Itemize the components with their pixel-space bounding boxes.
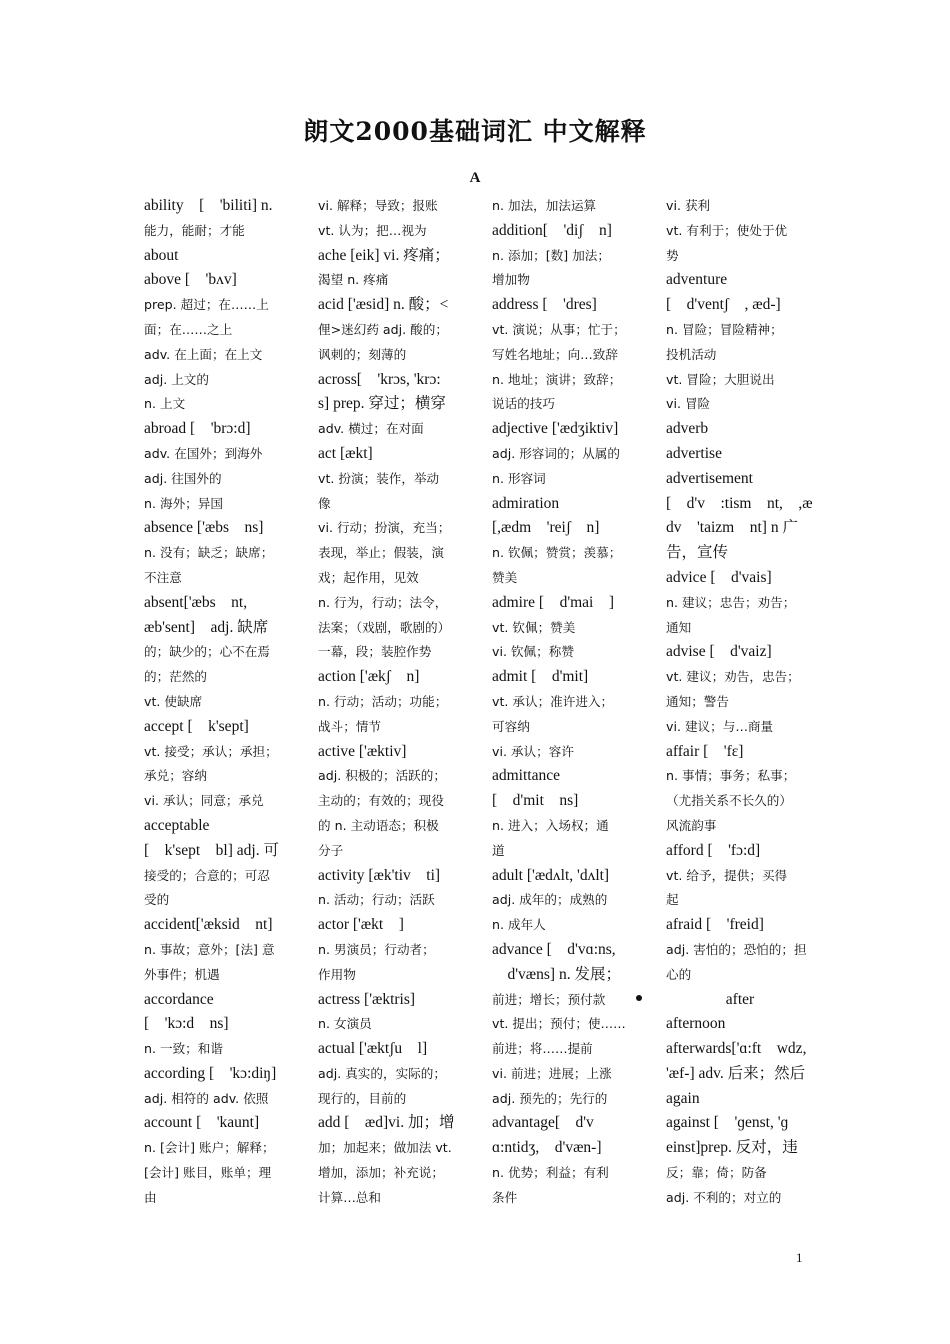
entry-line: 能力，能耐；才能 (144, 222, 245, 238)
entry-line: action ['ækʃ n] (318, 668, 420, 686)
entry-line: n. 活动；行动；活跃 (318, 892, 435, 908)
entry-line: adj. 真实的，实际的； (318, 1065, 446, 1081)
entry-line: prep. 超过；在……上 (144, 297, 269, 313)
entry-line: vt. 认为；把…视为 (318, 222, 427, 238)
entry-line: active ['æktiv] (318, 742, 407, 760)
entry-line: einst]prep. 反对，违 (666, 1139, 798, 1157)
entry-line: affair [ 'fɛ] (666, 742, 744, 760)
entry-line: 心的 (666, 966, 692, 982)
entry-line: [,ædm 'reiʃ n] (492, 519, 600, 537)
entry-line: advertise (666, 444, 722, 462)
entry-line: 赞美 (492, 569, 518, 585)
entry-line: against [ 'ɡenst, 'ɡ (666, 1114, 789, 1132)
entry-line: vt. 使缺席 (144, 693, 203, 709)
entry-line: 法案；（戏剧，歌剧的） (318, 619, 451, 635)
entry-line: adj. 不利的；对立的 (666, 1189, 782, 1205)
entry-line: 受的 (144, 892, 170, 908)
entry-line: adj. 成年的；成熟的 (492, 892, 608, 908)
entry-line: vt. 冒险；大胆说出 (666, 371, 775, 387)
entry-line: vi. 承认；容许 (492, 743, 574, 759)
entry-line: 分子 (318, 842, 344, 858)
entry-line: 一幕，段；装腔作势 (318, 644, 432, 660)
entry-line: 讽刺的；刻薄的 (318, 346, 407, 362)
entry-line: 渴望 n. 疼痛 (318, 272, 389, 288)
entry-line: n. 事情；事务；私事； (666, 768, 796, 784)
entry-line: adjective ['ædʒiktiv] (492, 420, 619, 438)
entry-line: 像 (318, 495, 331, 511)
entry-line: afford [ 'fɔ:d] (666, 841, 761, 859)
entry-line: 计算…总和 (318, 1189, 381, 1205)
entry-line: ache [eik] vi. 疼痛； (318, 246, 450, 264)
entry-line: across[ 'krɔs, 'krɔ: (318, 370, 441, 388)
entry-line: adverb (666, 420, 709, 438)
entry-line: adj. 往国外的 (144, 470, 222, 486)
entry-line: vi. 钦佩；称赞 (492, 644, 574, 660)
entry-line: dv 'taizm nt] n 广 (666, 519, 798, 537)
entry-line: admiration (492, 494, 560, 512)
entry-line: [ 'kɔ:d ns] (144, 1015, 229, 1033)
entry-line: n. 加法，加法运算 (492, 198, 597, 213)
entry-line: 戏；起作用，见效 (318, 569, 419, 585)
entry-line: 势 (666, 247, 679, 263)
entry-line: afterwards['ɑ:ft wdz, (666, 1040, 807, 1058)
entry-line: vt. 建议；劝告，忠告； (666, 669, 800, 685)
entry-line: 的；缺少的；心不在焉 (144, 644, 270, 660)
entry-line: 不注意 (144, 569, 182, 585)
entry-line: 主动的；有效的；现役 (318, 793, 444, 809)
vocab-column-3 (492, 194, 640, 1211)
vocab-column-4 (666, 194, 814, 1211)
entry-line: according [ 'kɔ:diŋ] (144, 1064, 277, 1082)
entry-line: n. 没有；缺乏；缺席； (144, 545, 274, 561)
entry-line: 现行的，目前的 (318, 1090, 407, 1106)
entry-line: adult ['ædʌlt, 'dʌlt] (492, 866, 610, 884)
entry-line: n. 行动；活动；功能； (318, 693, 448, 709)
entry-line: 告，宣传 (666, 544, 729, 562)
title-suffix: 基础词汇 中文解释 (428, 117, 647, 146)
entry-line: n. 优势；利益；有利 (492, 1165, 609, 1181)
entry-line: 反；靠；倚；防备 (666, 1165, 767, 1181)
title-number: 2000 (355, 117, 429, 146)
entry-line: 写姓名地址；向…致辞 (492, 346, 618, 362)
entry-line: n. 钦佩；赞赏；羡慕； (492, 545, 622, 561)
entry-line: actress ['æktris] (318, 990, 416, 1008)
entry-line: [ k'sept bl] adj. 可 (144, 841, 279, 859)
entry-line: 条件 (492, 1189, 518, 1205)
page-title (0, 112, 950, 148)
entry-line: 可容纳 (492, 718, 530, 734)
entry-line: vi. 冒险 (666, 396, 711, 412)
entry-line: [ d'ventʃ , æd-] (666, 296, 781, 314)
entry-line: 风流韵事 (666, 817, 717, 833)
entry-line: [ d'v :tism nt, ,æ (666, 494, 813, 512)
vocab-column-2 (318, 194, 466, 1211)
entry-line: （尤指关系不长久的） (666, 793, 792, 809)
entry-line: vi. 建议；与…商量 (666, 718, 774, 734)
entry-line: add [ æd]vi. 加；增 (318, 1114, 455, 1132)
entry-line: 'æf-] adv. 后来；然后 (666, 1064, 806, 1082)
entry-line: n. 上文 (144, 396, 186, 412)
entry-line: [ d'mit ns] (492, 792, 579, 810)
entry-line: æb'sent] adj. 缺席 (144, 618, 269, 636)
entry-line: vi. 获利 (666, 198, 711, 213)
entry-line: adj. 害怕的；恐怕的；担 (666, 941, 807, 957)
entry-line: 加；加起来；做加法 vt. (318, 1140, 452, 1156)
vocab-column-1 (144, 194, 292, 1211)
entry-line: 说话的技巧 (492, 396, 555, 412)
entry-line: 前进；增长；预付款 (492, 991, 606, 1007)
entry-line: afraid [ 'freid] (666, 916, 764, 934)
entry-line: accordance (144, 990, 214, 1008)
entry-line: n. 形容词 (492, 470, 546, 486)
entry-line: 前进；将……提前 (492, 1041, 593, 1057)
entry-line: 增加，添加；补充说； (318, 1165, 444, 1181)
entry-line: n. [会计] 账户；解释； (144, 1140, 275, 1156)
entry-line: advice [ d'vais] (666, 568, 772, 586)
entry-line: vi. 解释；导致；报账 (318, 198, 438, 213)
entry-line: adj. 形容词的；从属的 (492, 445, 620, 461)
entry-line: acid ['æsid] n. 酸；< (318, 296, 449, 314)
entry-line: n. 行为，行动；法令， (318, 594, 448, 610)
entry-line: actor ['ækt ] (318, 916, 404, 934)
entry-line: advise [ d'vaiz] (666, 643, 772, 661)
entry-line: 面；在……之上 (144, 321, 233, 337)
entry-line: acceptable (144, 816, 210, 834)
entry-line: accept [ k'sept] (144, 717, 249, 735)
entry-line: 俚>迷幻药 adj. 酸的； (318, 321, 448, 337)
entry-line: admit [ d'mit] (492, 668, 589, 686)
entry-line: about (144, 246, 179, 264)
entry-line: absent['æbs nt, (144, 593, 248, 611)
entry-line: n. 事故；意外；[法] 意 (144, 941, 275, 957)
entry-line: vt. 钦佩；赞美 (492, 619, 576, 635)
entry-line: advantage[ d'v (492, 1114, 594, 1132)
entry-line: afternoon (666, 1015, 726, 1033)
entry-line: admire [ d'mai ] (492, 593, 615, 611)
entry-line: adventure (666, 271, 728, 289)
entry-line: abroad [ 'brɔ:d] (144, 420, 251, 438)
entry-line: s] prep. 穿过；横穿 (318, 395, 446, 413)
entry-line: vt. 承认；准许进入； (492, 693, 614, 709)
entry-line: 起 (666, 892, 679, 908)
entry-line: 道 (492, 842, 505, 858)
entry-line: vt. 给予，提供；买得 (666, 867, 788, 883)
entry-line: 由 (144, 1189, 157, 1205)
entry-line: account [ 'kaunt] (144, 1114, 260, 1132)
page-number: 1 (796, 1250, 803, 1265)
entry-line: adv. 在国外；到海外 (144, 445, 263, 461)
entry-line: 战斗；情节 (318, 718, 381, 734)
entry-line: n. 进入；入场权；通 (492, 817, 609, 833)
entry-line: adj. 相符的 adv. 依照 (144, 1090, 269, 1106)
title-prefix: 朗文 (303, 117, 356, 146)
entry-line: again (666, 1089, 700, 1107)
entry-line: [会计] 账目，账单；理 (144, 1165, 272, 1181)
entry-line: after (725, 990, 755, 1008)
entry-line: absence ['æbs ns] (144, 519, 264, 537)
entry-line: vi. 行动；扮演，充当； (318, 520, 451, 536)
entry-line: adv. 横过；在对面 (318, 421, 424, 437)
entry-line: vi. 前进；进展；上涨 (492, 1065, 612, 1081)
entry-line: advance [ d'vɑ:ns, (492, 940, 616, 958)
entry-line: n. 冒险；冒险精神； (666, 321, 783, 337)
entry-line: adj. 积极的；活跃的； (318, 768, 446, 784)
entry-line: 外事件；机遇 (144, 966, 220, 982)
entry-line: ability [ 'biliti] n. (144, 197, 273, 214)
entry-line: n. 添加；[数] 加法； (492, 247, 610, 263)
entry-line: addition[ 'diʃ n] (492, 221, 612, 239)
entry-line: accident['æksid nt] (144, 916, 273, 934)
entry-line: n. 男演员；行动者； (318, 941, 435, 957)
entry-line: 承兑；容纳 (144, 768, 207, 784)
entry-line: 作用物 (318, 966, 356, 982)
entry-line: vt. 扮演；装作，举动 (318, 470, 440, 486)
entry-line: 的；茫然的 (144, 669, 207, 685)
entry-line: ɑ:ntidʒ, d'væn-] (492, 1139, 602, 1157)
entry-line: vt. 有利于；使处于优 (666, 222, 788, 238)
entry-line: vi. 承认；同意；承兑 (144, 793, 264, 809)
entry-line: act [ækt] (318, 444, 373, 462)
entry-line: n. 一致；和谐 (144, 1041, 223, 1057)
entry-line: n. 建议；忠告；劝告； (666, 594, 796, 610)
entry-line: 的 n. 主动语态；积极 (318, 817, 439, 833)
entry-line: advertisement (666, 469, 753, 487)
entry-line: admittance (492, 767, 560, 785)
entry-line: d'væns] n. 发展； (492, 965, 621, 983)
entry-line: n. 地址；演讲；致辞； (492, 371, 622, 387)
entry-line: actual ['æktʃu l] (318, 1040, 428, 1058)
entry-line: n. 女演员 (318, 1016, 372, 1032)
entry-line: adv. 在上面；在上文 (144, 346, 263, 362)
entry-line: activity [æk'tiv ti] (318, 866, 441, 884)
entry-line: 投机活动 (666, 346, 717, 362)
entry-line: 通知 (666, 619, 692, 635)
entry-line: above [ 'bʌv] (144, 271, 237, 289)
entry-line: n. 成年人 (492, 917, 546, 933)
entry-line: 增加物 (492, 272, 530, 288)
entry-line: vt. 演说；从事；忙于； (492, 321, 626, 337)
entry-line: 表现，举止；假装，演 (318, 545, 444, 561)
entry-line: 接受的；合意的；可忍 (144, 867, 270, 883)
entry-line: vt. 提出；预付；使…… (492, 1016, 626, 1032)
entry-line: n. 海外；异国 (144, 495, 223, 511)
bullet-mark (636, 995, 642, 1001)
entry-line: vt. 接受；承认；承担； (144, 743, 278, 759)
entry-line: adj. 上文的 (144, 371, 209, 387)
entry-line: adj. 预先的；先行的 (492, 1090, 608, 1106)
entry-line: address [ 'dres] (492, 296, 597, 314)
entry-line: 通知；警告 (666, 693, 729, 709)
section-letter: A (469, 170, 481, 186)
